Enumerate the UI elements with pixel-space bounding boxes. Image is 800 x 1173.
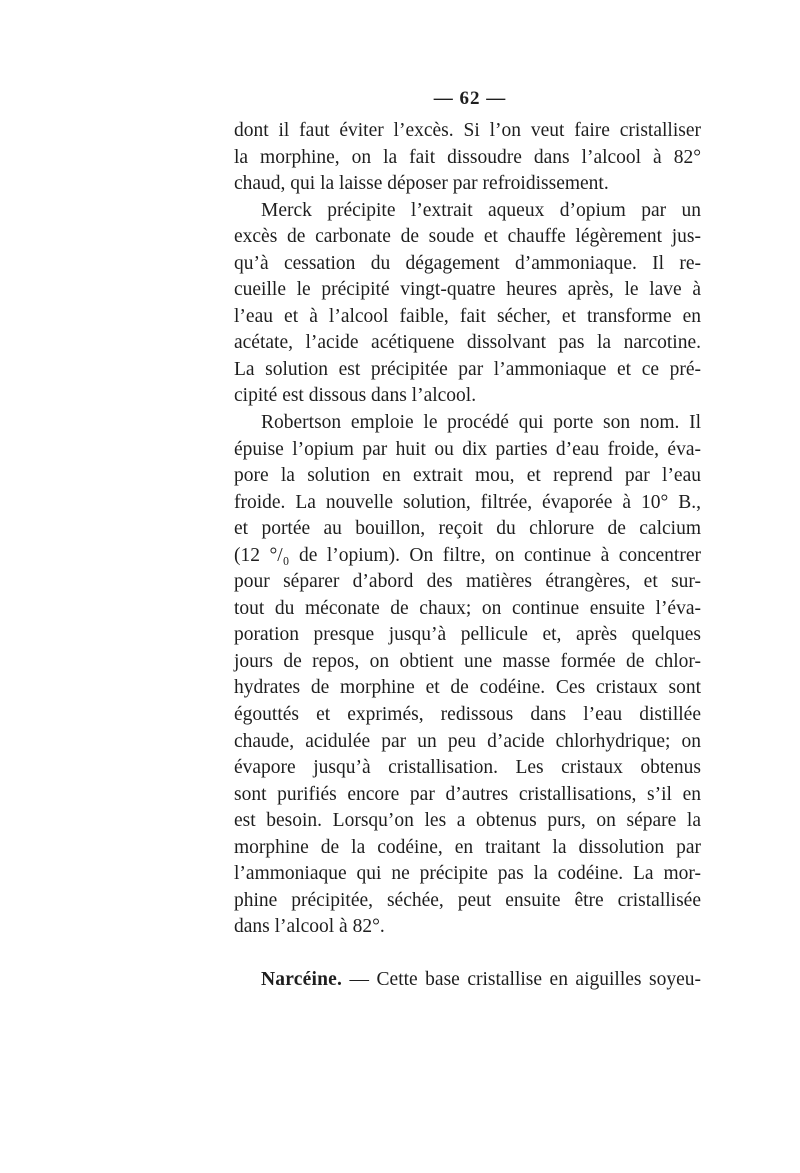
text-line: évapore jusqu’à cristallisation. Les cristaux obtenus [234, 757, 701, 779]
text-line: chaud, qui la laisse déposer par refroidissement. [234, 173, 609, 195]
paragraph [234, 118, 701, 198]
paragraph [234, 410, 701, 941]
text-line: phine précipitée, séchée, peut ensuite être cristallisée [234, 889, 701, 911]
text-line: chaude, acidulée par un peu d’acide chlorhydrique; on [234, 730, 701, 752]
section-spacer [234, 941, 701, 966]
text-line: qu’à cessation du dégagement d’ammoniaque. Il re- [234, 252, 701, 274]
text-line: épuise l’opium par huit ou dix parties d’eau froide, éva- [234, 438, 701, 460]
text-line: excès de carbonate de soude et chauffe légèrement jus- [234, 226, 701, 248]
text-line: poration presque jusqu’à pellicule et, après quelques [234, 624, 701, 646]
text-line: froide. La nouvelle solution, filtrée, évaporée à 10° B., [234, 491, 701, 513]
text-line: Robertson emploie le procédé qui porte son nom. Il [261, 412, 701, 434]
paragraph [234, 198, 701, 410]
text-line: égouttés et exprimés, redissous dans l’eau distillée [234, 704, 701, 726]
text-line: cueille le précipité vingt-quatre heures après, le lave à [234, 279, 701, 301]
section-text: — Cette base cristallise en aiguilles soyeu- [342, 968, 701, 990]
section-term: Narcéine. [261, 968, 343, 990]
text-line: pore la solution en extrait mou, et reprend par l’eau [234, 465, 701, 487]
text-line: cipité est dissous dans l’alcool. [234, 385, 477, 407]
section-heading [234, 966, 701, 993]
text-line: et portée au bouillon, reçoit du chlorure de calcium [234, 518, 701, 540]
text-line: Merck précipite l’extrait aqueux d’opium par un [261, 199, 701, 221]
text-line: est besoin. Lorsqu’on les a obtenus purs, on sépare la [234, 810, 701, 832]
text-line: La solution est précipitée par l’ammoniaque et ce pré- [234, 358, 701, 380]
text-line: tout du méconate de chaux; on continue ensuite l’éva- [234, 597, 701, 619]
text-line: (12 °/₀ de l’opium). On filtre, on continue à concentrer [234, 544, 701, 566]
text-line: hydrates de morphine et de codéine. Ces cristaux sont [234, 677, 701, 699]
page-number: — 62 — [433, 88, 507, 109]
text-line: pour séparer d’abord des matières étrangères, et sur- [234, 571, 701, 593]
text-line: la morphine, on la fait dissoudre dans l’alcool à 82° [234, 146, 701, 168]
text-line: sont purifiés encore par d’autres cristallisations, s’il en [234, 783, 701, 805]
text-line: dont il faut éviter l’excès. Si l’on veut faire cristalliser [234, 120, 701, 141]
body-text [234, 118, 701, 993]
text-line: l’eau et à l’alcool faible, fait sécher, et transforme en [234, 305, 701, 327]
text-line: jours de repos, on obtient une masse formée de chlor- [234, 650, 701, 672]
text-line: morphine de la codéine, en traitant la dissolution par [234, 836, 701, 858]
text-line: acétate, l’acide acétiquene dissolvant pas la narcotine. [234, 332, 701, 354]
text-line: l’ammoniaque qui ne précipite pas la codéine. La mor- [234, 863, 701, 885]
text-line: dans l’alcool à 82°. [234, 916, 385, 938]
